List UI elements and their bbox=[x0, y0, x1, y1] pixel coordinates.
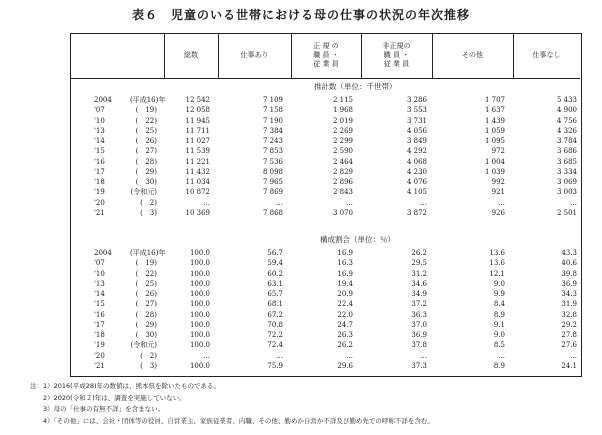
working-cell: 63.1 bbox=[267, 279, 283, 288]
table-row bbox=[0, 311, 602, 320]
none-cell: 39.8 bbox=[561, 269, 577, 278]
none-cell: 29.2 bbox=[561, 320, 577, 329]
none-cell: 3 784 bbox=[556, 137, 577, 145]
year-cell: '15 bbox=[94, 300, 105, 309]
regular-cell: 26.2 bbox=[337, 341, 353, 350]
nonregular-cell: 3 872 bbox=[406, 208, 427, 217]
era-cell: (平成16)年 bbox=[130, 96, 166, 104]
table-row bbox=[0, 352, 602, 361]
nonregular-cell: … bbox=[420, 198, 427, 207]
nonregular-cell: 4 292 bbox=[406, 147, 427, 156]
working-cell: … bbox=[276, 351, 283, 360]
era-cell: ( 22) bbox=[135, 116, 157, 125]
nonregular-cell: 37.3 bbox=[411, 361, 427, 370]
nonregular-cell: 34.9 bbox=[411, 290, 427, 298]
other-cell: 9.9 bbox=[493, 290, 505, 298]
year-cell: 2004 bbox=[94, 249, 112, 257]
header-regular bbox=[291, 33, 361, 78]
none-cell: 3 069 bbox=[556, 178, 577, 186]
nonregular-cell: 26.2 bbox=[411, 249, 427, 257]
era-cell: ( 3) bbox=[140, 208, 157, 217]
regular-cell: 22.4 bbox=[337, 300, 353, 309]
nonregular-cell: 36.9 bbox=[411, 331, 427, 339]
other-cell: 1 637 bbox=[484, 106, 505, 115]
table-row bbox=[0, 158, 602, 167]
year-cell: '10 bbox=[94, 269, 105, 278]
other-cell: 1 059 bbox=[484, 126, 505, 135]
table-row bbox=[0, 178, 602, 187]
working-cell: 7 536 bbox=[262, 157, 283, 166]
table-row bbox=[0, 117, 602, 126]
total-cell: 11 027 bbox=[185, 137, 210, 145]
header-regular-line: 職 員 ・ bbox=[313, 51, 339, 59]
total-cell: … bbox=[203, 351, 210, 360]
nonregular-cell: 37.8 bbox=[411, 341, 427, 350]
total-cell: 11 539 bbox=[185, 147, 210, 156]
year-cell: '20 bbox=[94, 351, 105, 360]
nonregular-cell: 3 731 bbox=[406, 116, 427, 125]
total-cell: 100.0 bbox=[189, 279, 210, 288]
table-row bbox=[0, 249, 602, 258]
working-cell: 7 243 bbox=[262, 137, 283, 145]
year-cell: '14 bbox=[94, 137, 105, 145]
working-cell: 65.7 bbox=[267, 290, 283, 298]
regular-cell: 2 019 bbox=[332, 116, 353, 125]
working-cell: … bbox=[276, 198, 283, 207]
nonregular-cell: 36.3 bbox=[411, 310, 427, 319]
nonregular-cell: 4 230 bbox=[406, 167, 427, 176]
table-row bbox=[0, 259, 602, 268]
regular-cell: … bbox=[346, 198, 353, 207]
other-cell: 972 bbox=[491, 147, 505, 156]
nonregular-cell: 37.0 bbox=[411, 320, 427, 329]
total-cell: 100.0 bbox=[189, 361, 210, 370]
era-cell: ( 26) bbox=[135, 137, 157, 145]
working-cell: 7 869 bbox=[262, 188, 283, 197]
other-cell: … bbox=[498, 198, 505, 207]
section-title-composition: 構成割合（単位：％） bbox=[320, 235, 395, 244]
table-row bbox=[0, 341, 602, 350]
header-nonregular-line: 従 業 員 bbox=[383, 60, 410, 68]
nonregular-cell: 4 076 bbox=[406, 178, 427, 186]
working-cell: 7 868 bbox=[262, 208, 283, 217]
other-cell: 1 004 bbox=[484, 157, 505, 166]
table-row bbox=[0, 127, 602, 136]
nonregular-cell: 4 068 bbox=[406, 157, 427, 166]
header-other: その他 bbox=[462, 51, 483, 59]
year-cell: '16 bbox=[94, 157, 105, 166]
notes bbox=[30, 381, 590, 427]
era-cell: ( 3) bbox=[140, 361, 157, 370]
table-row bbox=[0, 96, 602, 105]
era-cell: ( 19) bbox=[135, 106, 157, 115]
working-cell: 72.2 bbox=[267, 331, 283, 339]
none-cell: 3 685 bbox=[556, 157, 577, 166]
working-cell: 72.4 bbox=[267, 341, 283, 350]
total-cell: 10 872 bbox=[185, 188, 210, 197]
total-cell: 100.0 bbox=[189, 269, 210, 278]
total-cell: 100.0 bbox=[189, 249, 210, 257]
era-cell: ( 26) bbox=[135, 290, 157, 298]
total-cell: 100.0 bbox=[189, 320, 210, 329]
regular-cell: 2 464 bbox=[332, 157, 353, 166]
total-cell: 12 058 bbox=[185, 106, 210, 115]
year-cell: '18 bbox=[94, 331, 105, 339]
table-row bbox=[0, 321, 602, 330]
total-cell: 11 711 bbox=[185, 126, 210, 135]
era-cell: ( 25) bbox=[135, 126, 157, 135]
era-cell: ( 2) bbox=[140, 351, 157, 360]
regular-cell: 2 590 bbox=[332, 147, 353, 156]
working-cell: 7 190 bbox=[262, 116, 283, 125]
regular-cell: 1 968 bbox=[332, 106, 353, 115]
era-cell: ( 22) bbox=[135, 269, 157, 278]
table-row bbox=[0, 290, 602, 299]
regular-cell: 22.0 bbox=[337, 310, 353, 319]
none-cell: 3 334 bbox=[556, 167, 577, 176]
total-cell: 100.0 bbox=[189, 331, 210, 339]
regular-cell: 19.4 bbox=[337, 279, 353, 288]
year-cell: '13 bbox=[94, 279, 105, 288]
header-nonregular-line: 非正規の bbox=[382, 42, 411, 50]
regular-cell: 2 829 bbox=[332, 167, 353, 176]
era-cell: ( 29) bbox=[135, 167, 157, 176]
regular-cell: … bbox=[346, 351, 353, 360]
header-regular-line: 従 業 員 bbox=[313, 60, 339, 68]
header-nonregular bbox=[361, 33, 432, 78]
regular-cell: 16.9 bbox=[337, 269, 353, 278]
nonregular-cell: 3 849 bbox=[406, 137, 427, 145]
era-cell: ( 28) bbox=[135, 310, 157, 319]
year-cell: '19 bbox=[94, 341, 105, 350]
working-cell: 7 109 bbox=[262, 96, 283, 104]
year-cell: '19 bbox=[94, 188, 105, 197]
none-cell: 27.8 bbox=[561, 331, 577, 339]
year-cell: 2004 bbox=[94, 96, 112, 104]
era-cell: (令和元) bbox=[130, 341, 157, 350]
regular-cell: 2 115 bbox=[332, 96, 353, 104]
era-cell: (令和元) bbox=[130, 188, 157, 197]
table-row bbox=[0, 147, 602, 156]
year-cell: '07 bbox=[94, 259, 105, 268]
table-row bbox=[0, 270, 602, 279]
working-cell: 7 853 bbox=[262, 147, 283, 156]
other-cell: 9.0 bbox=[493, 279, 505, 288]
nonregular-cell: 4 056 bbox=[406, 126, 427, 135]
other-cell: 13.6 bbox=[489, 259, 505, 268]
nonregular-cell: 29.5 bbox=[411, 259, 427, 268]
table-row bbox=[0, 137, 602, 146]
other-cell: 8.4 bbox=[493, 300, 505, 309]
working-cell: 7 384 bbox=[262, 126, 283, 135]
page-title: 表６ 児童のいる世帯における母の仕事の状況の年次推移 bbox=[131, 8, 470, 22]
era-cell: ( 30) bbox=[135, 331, 157, 339]
regular-cell: 16.3 bbox=[337, 259, 353, 268]
era-cell: ( 27) bbox=[135, 147, 157, 156]
other-cell: 1 039 bbox=[484, 167, 505, 176]
other-cell: 8.9 bbox=[493, 361, 505, 370]
total-cell: 12 542 bbox=[185, 96, 210, 104]
other-cell: 9.1 bbox=[493, 320, 505, 329]
working-cell: 70.8 bbox=[267, 320, 283, 329]
other-cell: 921 bbox=[491, 188, 505, 197]
total-cell: 100.0 bbox=[189, 300, 210, 309]
total-cell: 11 945 bbox=[185, 116, 210, 125]
nonregular-cell: 31.2 bbox=[411, 269, 427, 278]
other-cell: 1 707 bbox=[484, 96, 505, 104]
era-cell: ( 30) bbox=[135, 178, 157, 186]
nonregular-cell: 4 105 bbox=[406, 188, 427, 197]
total-cell: 100.0 bbox=[189, 341, 210, 350]
total-cell: 100.0 bbox=[189, 310, 210, 319]
none-cell: 31.9 bbox=[561, 300, 577, 309]
working-cell: 75.9 bbox=[267, 361, 283, 370]
year-cell: '14 bbox=[94, 290, 105, 298]
none-cell: 4 900 bbox=[556, 106, 577, 115]
note-line: 2）2020(令和２)年は、調査を実施していない。 bbox=[30, 393, 186, 402]
regular-cell: 26.3 bbox=[337, 331, 353, 339]
none-cell: 34.3 bbox=[561, 290, 577, 298]
table-row bbox=[0, 280, 602, 289]
total-cell: 11 221 bbox=[185, 157, 210, 166]
none-cell: 5 433 bbox=[556, 96, 577, 104]
other-cell: … bbox=[498, 351, 505, 360]
total-cell: … bbox=[203, 198, 210, 207]
note-line: 3）母の「仕事の有無不詳」を含まない。 bbox=[30, 405, 165, 413]
total-cell: 100.0 bbox=[189, 259, 210, 268]
nonregular-cell: 37.2 bbox=[411, 300, 427, 309]
other-cell: 992 bbox=[491, 178, 505, 186]
total-cell: 11 432 bbox=[185, 167, 210, 176]
working-cell: 7 965 bbox=[262, 178, 283, 186]
era-cell: ( 28) bbox=[135, 157, 157, 166]
none-cell: 4 756 bbox=[556, 116, 577, 125]
year-cell: '17 bbox=[94, 167, 105, 176]
table-row bbox=[0, 331, 602, 340]
regular-cell: 24.7 bbox=[337, 320, 353, 329]
regular-cell: 29.6 bbox=[337, 361, 353, 370]
working-cell: 8 098 bbox=[262, 167, 283, 176]
table-row bbox=[0, 300, 602, 309]
era-cell: ( 29) bbox=[135, 320, 157, 329]
era-cell: ( 19) bbox=[135, 259, 157, 268]
year-cell: '13 bbox=[94, 126, 105, 135]
none-cell: 2 501 bbox=[556, 208, 577, 217]
regular-cell: 3 070 bbox=[332, 208, 353, 217]
other-cell: 9.0 bbox=[493, 331, 505, 339]
year-cell: '21 bbox=[94, 208, 105, 217]
regular-cell: 2 896 bbox=[332, 178, 353, 186]
regular-cell: 16.9 bbox=[337, 249, 353, 257]
none-cell: 43.3 bbox=[561, 249, 577, 257]
none-cell: 27.6 bbox=[561, 341, 577, 350]
era-cell: (平成16)年 bbox=[130, 249, 166, 257]
era-cell: ( 27) bbox=[135, 300, 157, 309]
table-row bbox=[0, 168, 602, 177]
header-none: 仕事なし bbox=[532, 51, 561, 59]
other-cell: 12.1 bbox=[489, 269, 505, 278]
section-title-estimates: 推計数（単位：千世帯） bbox=[314, 82, 397, 91]
none-cell: 40.6 bbox=[561, 259, 577, 268]
nonregular-cell: 34.6 bbox=[411, 279, 427, 288]
other-cell: 1 095 bbox=[484, 137, 505, 145]
none-cell: 36.9 bbox=[561, 279, 577, 288]
working-cell: 7 158 bbox=[262, 106, 283, 115]
regular-cell: 2 299 bbox=[332, 137, 353, 145]
nonregular-cell: 3 553 bbox=[406, 106, 427, 115]
working-cell: 67.2 bbox=[267, 310, 283, 319]
year-cell: '15 bbox=[94, 147, 105, 156]
table-row bbox=[0, 188, 602, 197]
header-total: 総数 bbox=[184, 51, 198, 59]
note-line: 4）「その他」には、会社・団体等の役員、自営業主、家族従業者、内職、その他、勤めか自営か不詳及び勤め先での呼称不詳を含む。 bbox=[30, 416, 434, 425]
other-cell: 8.5 bbox=[493, 341, 505, 350]
none-cell: 24.1 bbox=[561, 361, 577, 370]
working-cell: 60.2 bbox=[267, 269, 283, 278]
year-cell: '20 bbox=[94, 198, 105, 207]
total-cell: 100.0 bbox=[189, 290, 210, 298]
header-nonregular-line: 職 員 ・ bbox=[383, 51, 410, 59]
none-cell: 4 326 bbox=[556, 126, 577, 135]
year-cell: '17 bbox=[94, 320, 105, 329]
header-working: 仕事あり bbox=[240, 51, 269, 59]
total-cell: 10 369 bbox=[185, 208, 210, 217]
header-regular-line: 正 規 の bbox=[313, 42, 339, 50]
table-row bbox=[0, 362, 602, 371]
table-row bbox=[0, 106, 602, 115]
year-cell: '21 bbox=[94, 361, 105, 370]
total-cell: 11 034 bbox=[185, 178, 210, 186]
working-cell: 56.7 bbox=[267, 249, 283, 257]
other-cell: 8.9 bbox=[493, 310, 505, 319]
other-cell: 1 439 bbox=[484, 116, 505, 125]
other-cell: 926 bbox=[491, 208, 505, 217]
other-cell: 13.6 bbox=[489, 249, 505, 257]
none-cell: … bbox=[570, 198, 577, 207]
regular-cell: 2 843 bbox=[332, 188, 353, 197]
working-cell: 68.1 bbox=[267, 300, 283, 309]
table-row bbox=[0, 209, 602, 218]
year-cell: '18 bbox=[94, 178, 105, 186]
none-cell: … bbox=[570, 351, 577, 360]
year-cell: '07 bbox=[94, 106, 105, 115]
working-cell: 59.4 bbox=[267, 259, 283, 268]
header-divider bbox=[70, 78, 580, 79]
nonregular-cell: … bbox=[420, 351, 427, 360]
note-line: 注：1）2016(平成28)年の数値は、熊本県を除いたものである。 bbox=[30, 382, 221, 390]
nonregular-cell: 3 286 bbox=[406, 96, 427, 104]
era-cell: ( 2) bbox=[140, 198, 157, 207]
regular-cell: 2 269 bbox=[332, 126, 353, 135]
year-cell: '16 bbox=[94, 310, 105, 319]
era-cell: ( 25) bbox=[135, 279, 157, 288]
none-cell: 3 003 bbox=[556, 188, 577, 197]
none-cell: 3 686 bbox=[556, 147, 577, 156]
regular-cell: 20.9 bbox=[337, 290, 353, 298]
none-cell: 32.8 bbox=[561, 310, 577, 319]
year-cell: '10 bbox=[94, 116, 105, 125]
table-row bbox=[0, 199, 602, 208]
